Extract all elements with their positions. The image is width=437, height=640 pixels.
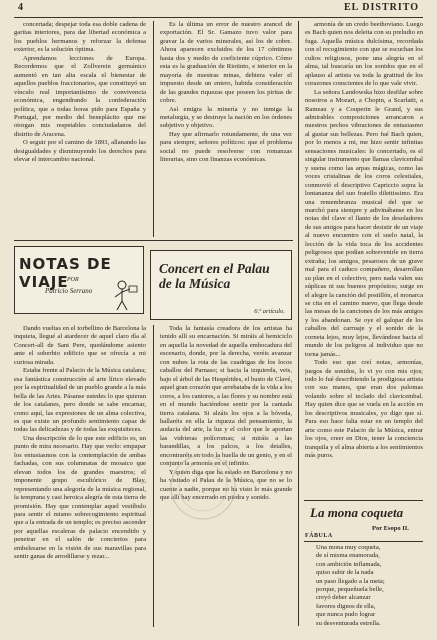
notas-de-viaje-heading (14, 246, 144, 314)
page-header (14, 2, 423, 18)
notas-title: NOTAS DE VIAJE (19, 255, 112, 291)
paragraph: Aprendamos lecciones de Europa. Recordemos que el Zollverein germánico aumentó en tan alta escala el bienestar de aquellos pueblos fraccionarios, que constituyó un vínculo real importantísimo de convivencia económica, engendrando la confederación política, que a todas horas pido para España y Portugal, por medio del beneplácito que me otorgan mis respetables conciudadanos del distrito de Aracena. (14, 54, 146, 138)
paragraph: Es la última un error de nuestro arancel de exportación. El Sr. Gamazo tuvo valor para gravar la de varios minerales, así los de cobre. Ahora aparecen excluidos de los 17 céntimos hasta dos y medio de coeficiente cúprico. Cómo esta es la graduación de Riotinto, e interior en la mayoría de nuestras minas, debiera valer el impuesto desde un entero, habida consideración de las grandes riquezas que poseen los piritas de cobre. (160, 21, 292, 105)
masthead-title: EL DISTRITO (343, 2, 419, 13)
poem-verse: que nunca pudo lograr (316, 611, 376, 619)
paragraph: O seguir por el camino de 1893, allanando las desigualdades y disminuyendo los derechos para elevar el intercambio nacional. (14, 139, 146, 164)
library-stamp-icon (168, 452, 238, 522)
column-1-top-text (14, 21, 146, 237)
paragraph: Estaba frente al Palacio de la Música catalana; esa fantástica construcción al arte lírico elevado por la espiritualidad de un pueblo grande a la más bella de las Artes. Pásanse ustedes lo que quieran de los catalanes, pero donde se sabe encarnar, como aquí, las expresiones de un alma colectiva, es que existe un profundo sentimiento capaz de todas las delicadezas y de todas las exquisiteces. (14, 367, 146, 434)
paragraph: Hay que afirmarlo rotundamente, de una vez para siempre, señores políticos: que el problema social no puede resolverse con romanzas literarias, sino con finanzas económicas. (160, 130, 292, 164)
poem-verse: porque, pequeñuela belle, (316, 586, 384, 594)
paragraph: Y quien diga que ha estado en Barcelona y no ha visitado el Palau de la Música, que no se lo cuente a nadie, porque no ha visto lo más grande que allí hay encerrado en piedra y sonido. (160, 468, 292, 502)
poem-verse: Una mona muy coqueta, (316, 544, 381, 551)
paragraph: La señora Landowska hizo desfilar sobre nosotros a Mozart, a Chopin, a Scarlatti, a Rameau y a Couperin le Grand, y sus admirables composiciones arrancaron a nuestros pechos vibraciones de entusiasmo al gustar sus bellezas. Pero fué Bach quien, por lo menos a mi, me hizo sentir infinitas sensaciones musicales: lo concertado, es el singular instrumento que llamas clavicembal y suena como las arpas mágicas, como las voces cristalinas de los coros celestiales, conmovió el descriptivo Capriccio sopra la lontananza del suo fratello dilettissimo. Era una remembranza musical del que se marchó para siempre y adivinábanse en los notas del clave el llanto de los desoladores de sus amigos para hacer desistir de un viaje al nuevo encuentro con el suelo natal, la lección de la vida toca de los accidentes peligrosos que podían sobrevenirle en tierra extraña; los amigos, pesarosos de un grave mal para el caduco compañero, desarrollan su plan en el colectivo, pero nada valen sus súplicas ni sus buenos propósitos; surge en el alegre la canción del postillón, el monarca se cita en el camino nuevo, que llega desde las mesas de la canciones de los más amigos y los abandonan. Se oye el galopar de los caballos del carruaje y el sonido de la corneta lejos, muy lejos, llevándose hacia el mundo de los peligros al individuo que no torna jamás... (305, 88, 423, 358)
column-divider (153, 325, 154, 627)
poem-verse: su desventurada estrella. (316, 619, 381, 627)
concert-subtitle: 6.º artículo. (254, 308, 285, 315)
section-rule (14, 240, 293, 241)
column-divider (153, 21, 154, 237)
paragraph: Toda la fantasía creadora de los artistas ha tenido allí su encarnación. Si miráis al hemiciclo en aquella la novedad de aquella embocadura del escenario, donde, por la derecha, veréis avanzar con nubes la rota de las cuadrigas de los locos caballos del Parnaso; si hacia la izquierda, veis, bajo el árbol de las Hespérides, el busto de Clavé, aquel gran corazón que arrebataba de la vida a los coros, a los cantores, a las flores y su nombre está en el mundo haciéndose sentir por la cantada tierra catalana. Si alzáis los ojos a la bóveda, hallaréis en ella la riqueza del pensamiento, la audacia del arte, la luz y el color que le aportan las vidrieras polícromas; si miráis a las barandillas, a los palcos, a los detalles, encontraréis en todo la huella de un genio, y en el conjunto la armonía en el infinito. (160, 325, 292, 468)
paragraph: concertada; despejar toda esa doble cadena de garitas interiores, para dar libertad económica a los pueblos hermanos y reforzar la defensa exterior, es la solución óptima. (14, 21, 146, 54)
mona-top-rule (304, 500, 423, 501)
poem-verse: quiso subir de la nada (316, 569, 374, 577)
poem-verse: creyó deber alcanzar (316, 594, 371, 602)
header-rule (14, 17, 423, 18)
paragraph: Así emigra la minería y no inmiga la metalurgia, y se destruye la nación en los órdenes subjetivo y objetivo. (160, 105, 292, 130)
mona-title: La mona coqueta (310, 505, 404, 520)
paragraph: Todo eso que creí notas, armonías, juegos de sonidos, lo vi yo con mis ojos; todo lo fué describiendo la prodigiosa artista con sus manos, que eran dos palomas volando sobre el teclado del clavicembal. Hay quien dice que se vuela en la acción en los descriptivos musicales, yo digo que sí. Para eso hace falta estar en un templo del arte como este Palacio de la Música, entrar los ojos, creer en Dios, tener la conciencia tranquila y el alma abierta a los sentimientos más puros. (305, 359, 423, 460)
concert-heading-box (150, 250, 292, 320)
poem-verse: un paso llegado a la meta; (316, 577, 385, 585)
fable-section-label: FÁBULA (305, 533, 333, 539)
notas-por-label: POR (67, 277, 79, 283)
paragraph: Una descripción de lo que este edificio es, un punto de mira necesario. Hay que verlo: empapar los entusiasmos con la contemplación de ambas fachadas, con sus columnatas de mosaico que elevan todos los de grandes maestros; el imponente grupo escultórico de Blay, representando una alegoría de la música regional, la temprana y casi heroica alegría de esta tierra de promisión. Hay que contemplar aquel vestíbulo para sentir el mismo sobrecogimiento espiritual que a la entrada de un templo; es preciso ascender por aquellas escaleras de palacio encendido y penetrar en el salón de conciertos para embelesarse en la visión de sus maravillas para sentir ganas de arrodillarse y rezar... (14, 434, 146, 561)
column-divider (298, 21, 299, 626)
paragraph: armonía de un credo beethoviano. Luego es Bach quien nos deleita con su preludio en fuga. Aquella música dulcísima, recordada con el recogimiento con que se escuchan los cultos religiosos, pone una alegría en el alma, tal buscaría un los sonidos que en el aplauso al artista va toda la gratitud de los corazones conscientes de lo que vale vivir. (305, 21, 423, 88)
mona-author: Por Esopo II. (372, 525, 409, 532)
column-3-text (305, 21, 423, 497)
mona-section-rule (304, 541, 423, 542)
notas-author: Patricio Serrano (45, 287, 93, 295)
column-1-bottom-text (14, 325, 146, 627)
column-2-top-text (160, 21, 292, 207)
poem-verse: de sí misma enamorada, (316, 552, 380, 560)
concert-title: Concert en el Palau de la Música (159, 261, 270, 291)
traveler-sketch-icon (105, 277, 139, 311)
poem-verse: favores dignos de ella, (316, 602, 376, 610)
mona-poem (316, 544, 426, 628)
poem-verse: con ambición inflamada, (316, 560, 382, 568)
paragraph: Dando vueltas en el torbellino de Barcelona la inquieta, llegué al atardecer de aquel claro día al Concert-all de Sant Pere, quedándome asiento ante el soberbio edificio que se ofrecía a mi curiosa mirada. (14, 325, 146, 366)
page-number: 4 (18, 2, 23, 13)
